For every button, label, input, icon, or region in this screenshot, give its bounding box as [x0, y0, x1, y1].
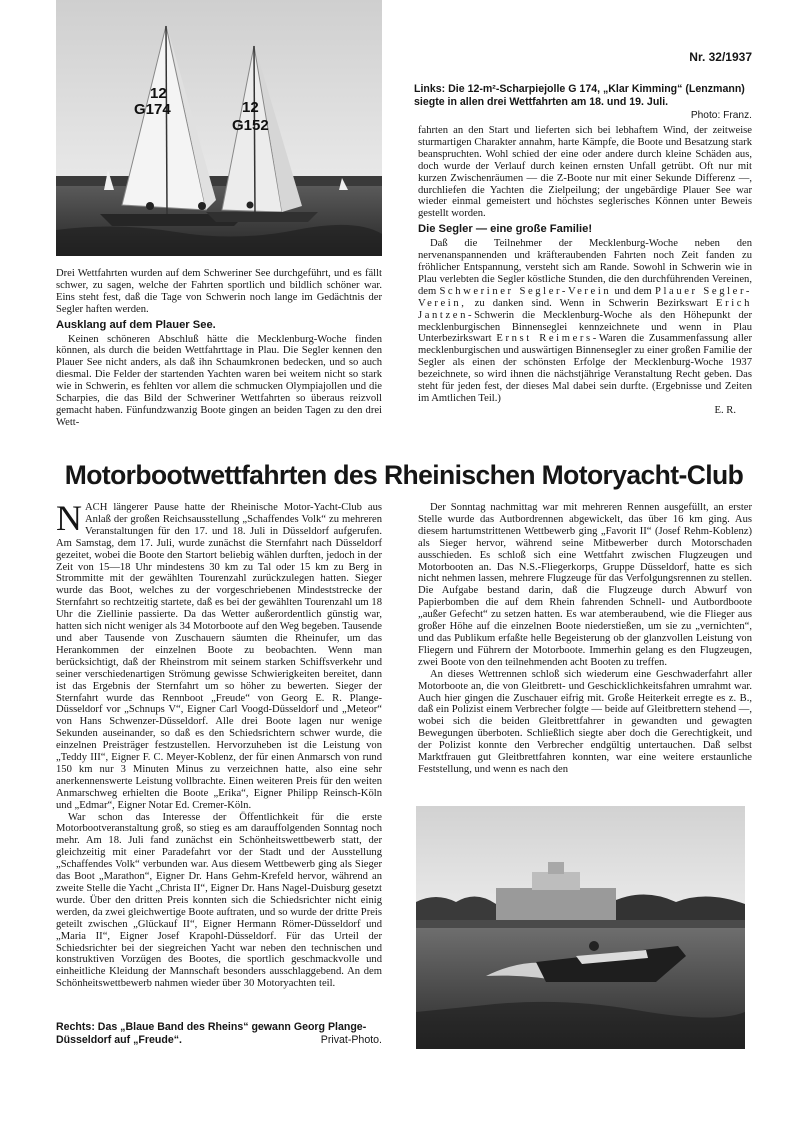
sail-number-3: 12 — [242, 99, 259, 116]
plauer-see-heading: Ausklang auf dem Plauer See. — [56, 318, 216, 331]
page-number: Nr. 32/1937 — [689, 50, 752, 64]
author-signature: E. R. — [714, 404, 736, 416]
sail-number-4: G152 — [232, 117, 269, 134]
family-text: Daß die Teilnehmer der Mecklenburg-Woche neben den nervenanspannenden und kräfteraubenden Fahrten noch Zeit fanden zu fröhlicher Entspannung, versteht sich am Rande. Sowohl in Schwerin wie in Plau verlebten die Segler köstliche Stunden, die den durchführenden Vereinen, dem Schweriner Segler-Verein und dem Plauer Segler-Verein, zu danken sind. Wenn in Schwerin Bezirkswart Erich Jantzen-Schwerin die Mecklenburg-Woche als den Höhepunkt der mecklenburgischen Binnenseglei kennzeichnete und wenn in Plau Unterbezirkswart Ernst Reimers-Waren die Zusammenfassung aller mecklenburgischen und auswärtigen Binnensegler zu einer großen Familie der Segler als einen der schönsten Erfolge der Mecklenburg-Woche 1937 bezeichnete, so wird ihnen die nächstjährige Veranstaltung Recht geben. Das steht für jeden fest, der dieses Mal dabei sein durfte. (Ergebnisse und Zeiten im Amtlichen Teil.) — [418, 238, 753, 404]
mecklenburg-intro: Drei Wettfahrten wurden auf dem Schweriner See durchgeführt, und es fällt schwer, zu sagen, welche der Fahrten sportlich und bildlich schöner war. Eins steht fest, daß die Tage von Schwerin noch lange im Gedächtnis der Segler haften werden. — [56, 268, 382, 315]
person-name-2: Ernst Reimers- — [496, 333, 599, 345]
motorboat-text-2: War schon das Interesse der Öffentlichkeit für die erste Motorbootveranstaltung groß, so stieg es am darauffolgenden Sonntag noch mehr. Am 18. Juli fand zunächst ein Schönheitswettbewerb statt, der gleichzeitig mit einer Paradefahrt vor der Stadt und der Ausstellung „Schaffendes Volk“ verbunden war. Aus diesem Wettbewerb ging als Sieger das Boot „Marathon“, Eigner Dr. Hans Gehm-Krefeld hervor, während an zweite Stelle die Yacht „Christa II“, Eigner Dr. Hans Nagel-Duisburg gesetzt wurde. Über den dritten Preis konnten sich die Schiedsrichter nicht einig werden, da zwei gleichwertige Boote auftraten, und so wurde der dritte Preis geteilt zwischen „Glückauf II“, Eigner Hermann Römer-Düsseldorf und „Maria II“, Eigner Josef Krapohl-Düsseldorf. Für das Urteil der Schiedsrichter bei der siegreichen Yacht war neben den technischen und konstruktiven Vorzügen des Bootes, die sportlich geschmackvolle und einheitliche Kleidung der Mannschaft besonders ausschlaggebend. An dem Schönheitswettbewerb nahmen wieder über 30 Motoryachten teil. — [56, 811, 382, 990]
motorboat-text-3: Der Sonntag nachmittag war mit mehreren Rennen ausgefüllt, an erster Stelle wurde das Autbordrennen abgewickelt, das über 16 km ging. Aus diesem hartumstrittenen Wettbewerb ging „Favorit II“ (Josef Rehm-Koblenz) als Sieger hervor, während seine Mitbewerber durch Motorschaden ausschieden. Es schloß sich eine Wettfahrt zwischen Flugzeugen und Motorbooten an. Das N.S.-Fliegerkorps, Gruppe Düsseldorf, hatte es sich nicht nehmen lassen, mehrere Flugzeuge für das Verfolgungsrennen zu stellen. Die Aufgabe bestand darin, daß die Flugzeuge durch Abwurf von Papierbomben die auf dem Rhein fahrenden Schnell- und Autbordboote „außer Gefecht“ zu setzen hatten. Es war atemberaubend, wie die Flieger aus großer Höhe auf die einzelnen Boote niederstießen, um sie zu „vernichten“, und das Publikum erfaßte helle Begeisterung ob der glanzvollen Leistung von Fliegern und Führern der Motorboote. Immerhin gelang es den Flugzeugen, zwei Boote von den teilnehmenden acht Booten zu treffen. — [418, 502, 752, 668]
club-name-2: Plauer Segler-Verein, — [418, 285, 753, 309]
plauer-see-text: Keinen schöneren Abschluß hätte die Mecklenburg-Woche finden können, als durch die beiden Wettfahrttage in Plau. Die Segler kennen den Plauer See nicht anders, als daß ihn Schaumkronen bedecken, und so auch diesmal. Die Felder der startenden Yachten waren bei weitem nicht so stark wie in Schwerin, es fehlten vor allem die schmucken Olympiajollen und die Scharpies, die das Bild der Schweriner Wettfahrten so überaus reizvoll gemacht haben. Fünfundzwanzig Boote gingen an beiden Tagen zu den drei Wett- — [56, 333, 382, 428]
right-upper-column — [418, 125, 752, 417]
bottom-photo-caption-block — [56, 1021, 382, 1047]
sailing-photo — [56, 0, 382, 256]
drop-cap: N — [56, 498, 82, 538]
right-lower-column — [418, 502, 752, 776]
top-photo-caption-block — [414, 83, 752, 122]
family-heading: Die Segler — eine große Familie! — [418, 223, 593, 236]
top-photo-caption: Links: Die 12-m²-Scharpiejolle G 174, „Klar Kimming“ (Lenzmann) siegte in allen drei Wettfahrten am 18. und 19. Juli. — [414, 83, 745, 108]
motorboat-photo-icon — [416, 806, 745, 1049]
left-upper-column — [56, 268, 382, 429]
motorboat-text-4: An dieses Wettrennen schloß sich wiederum eine Geschwaderfahrt aller Motorboote an, die von Gleitbrett- und Geschicklichkeitsfahren umrahmt war. Auch hier gingen die Zuschauer eifrig mit. Große Heiterkeit erregte es z. B., daß ein Polizist einem Verbrecher folgte — beide auf Gleitbrettern stehend —, wobei sich die beiden Gleitbrettfahrer in gewandten und gewagten Bewegungen überboten. Schließlich siegte aber doch die Gerechtigkeit, und der Polizist konnte den Verbrecher endgültig untertauchen. Daß selbst Marktfrauen gut Gleitbrettfahren konnten, war eine weitere erstaunliche Feststellung, und wenn es nach den — [418, 668, 752, 775]
sail-number-2: G174 — [134, 101, 171, 118]
sail-number-1: 12 — [150, 85, 167, 102]
person-name-1: Erich Jantzen- — [418, 297, 752, 321]
bottom-photo-credit: Privat-Photo. — [320, 1034, 382, 1046]
bottom-photo-caption: Rechts: Das „Blaue Band des Rheins“ gewann Georg Plange-Düsseldorf auf „Freude“. — [56, 1021, 367, 1046]
regatta-continuation: fahrten an den Start und lieferten sich bei lebhaftem Wind, der zeitweise sturmartigen Charakter annahm, harte Kämpfe, die Boote und Besatzung stark beanspruchten. Wohl schied der eine oder andere durch kleine Schäden aus, doch wurde der Verlauf durch keinen ernsten Unfall getrübt. Oft nur mit kurzen Zwischenräumen — die Z-Boote nur mit einer Sekunde Differenz —, durchliefen die Yachten die Zielpeilung; der ungebärdige Plauer See war wieder einmal gemeistert und höchstes seglerisches Können unter Beweis gestellt worden. — [418, 125, 752, 220]
top-photo-credit: Photo: Franz. — [690, 110, 752, 121]
article-headline: Motorbootwettfahrten des Rheinischen Motoryacht-Club — [64, 460, 744, 490]
club-name-1: Schweriner Segler-Verein — [439, 285, 612, 297]
left-lower-column — [56, 498, 382, 990]
motorboat-photo — [416, 806, 745, 1049]
sailboat-photo-icon — [56, 0, 382, 256]
motorboat-text-1: NACH längerer Pause hatte der Rheinische Motor-Yacht-Club aus Anlaß der großen Reichsausstellung „Schaffendes Volk“ zu mehreren Veranstaltungen für den 17. und 18. Juli in Düsseldorf aufgerufen. Am Samstag, dem 17. Juli, wurde zunächst die Sternfahrt nach Düsseldorf gezeitet, wobei die Boote den Startort beliebig wählen durften, jedoch in der Zeit von 15—18 Uhr mindestens 30 km zu Tal oder 15 km zu Berg in Strommitte mit der gewählten Tourenzahl zurückzulegen hatten. Sieger wurde das Boot, welches zu der vorgeschriebenen Mindeststrecke der Sternfahrt so rechtzeitig startete, daß es bei der gewählten Tourenzahl um 18 Uhr die Ziellinie passierte. Da das Wetter außerordentlich günstig war, hatten sich nicht weniger als 34 Motorboote auf den Weg begeben. Tausende und aber Tausende von Zuschauern säumten die Rheinufer, um das Herankommen der einzelnen Boote zu beobachten. Wenn man berücksichtigt, daß der Rheinstrom mit seinem starken Schiffsverkehr und seiner verschiedenartigen Strömung gewisse Schwierigkeiten bereitet, dann ist das Ergebnis der Sternfahrt um so höher zu bewerten. Sieger der Sternfahrt wurde das Rennboot „Freude“ von Georg E. R. Plange-Düsseldorf vor „Schnups V“, Eigner Carl Voogd-Düsseldorf und „Meteor“ von Hans Schwenzer-Düsseldorf. Alle drei Boote lagen nur wenige Sekunden auseinander, so daß es den Schiedsrichtern schwer wurde, die einzelnen Preisträger festzustellen. Hervorzuheben ist die Leistung von „Teddy III“, Eigner F. C. Meyer-Koblenz, der für einen Anmarsch von rund 150 km nur 3 Minuten Minus zu verzeichnen hatte, also eine sehr anerkennenswerte Leistung vollbrachte. Einen weiteren Preis für den weiten Anmarschweg erhielten die Boote „Erika“, Eigner Philipp Reinsch-Köln und „Edmar“, Eigner Notar Ed. Cremer-Köln. — [56, 498, 382, 811]
